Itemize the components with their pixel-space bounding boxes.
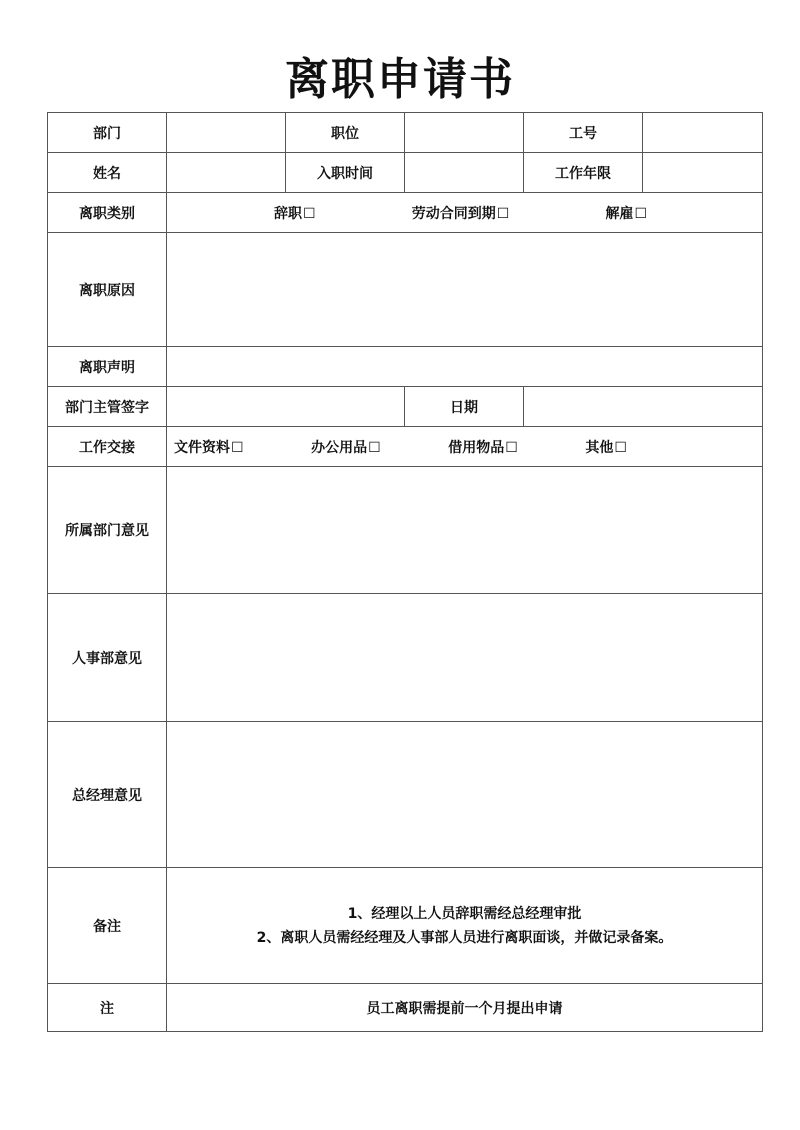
checkbox-icon[interactable]: ☐ bbox=[634, 205, 647, 222]
handover-options bbox=[167, 427, 763, 467]
resignation-form-table bbox=[47, 112, 763, 1032]
dept-opinion-label: 所属部门意见 bbox=[48, 467, 167, 594]
option-documents[interactable]: 文件资料☐ bbox=[174, 439, 244, 456]
option-resign[interactable]: 辞职☐ bbox=[274, 205, 316, 222]
form-title: 离职申请书 bbox=[285, 54, 515, 105]
hire-date-label: 入职时间 bbox=[286, 153, 405, 193]
years-of-service-field[interactable] bbox=[643, 153, 763, 193]
checkbox-icon[interactable]: ☐ bbox=[231, 439, 244, 456]
checkbox-icon[interactable]: ☐ bbox=[496, 205, 510, 222]
department-label: 部门 bbox=[48, 113, 167, 153]
resignation-reason-field[interactable] bbox=[167, 233, 763, 347]
checkbox-icon[interactable]: ☐ bbox=[614, 439, 627, 456]
department-field[interactable] bbox=[167, 113, 286, 153]
row-hr-opinion bbox=[48, 594, 763, 722]
row-note bbox=[48, 984, 763, 1032]
row-resignation-statement bbox=[48, 347, 763, 387]
remark-line: 1、经理以上人员辞职需经总经理审批 bbox=[347, 905, 582, 922]
hr-opinion-field[interactable] bbox=[167, 594, 763, 722]
option-contract-expiry[interactable]: 劳动合同到期☐ bbox=[411, 205, 510, 222]
resignation-type-options bbox=[167, 193, 763, 233]
checkbox-icon[interactable]: ☐ bbox=[303, 205, 316, 222]
option-office-supplies[interactable]: 办公用品☐ bbox=[311, 439, 381, 456]
hire-date-field[interactable] bbox=[405, 153, 524, 193]
row-department bbox=[48, 113, 763, 153]
checkbox-icon[interactable]: ☐ bbox=[505, 439, 518, 456]
option-borrowed-items[interactable]: 借用物品☐ bbox=[448, 439, 518, 456]
hr-opinion-label: 人事部意见 bbox=[48, 594, 167, 722]
remarks-label: 备注 bbox=[48, 868, 167, 984]
dept-opinion-field[interactable] bbox=[167, 467, 763, 594]
handover-label: 工作交接 bbox=[48, 427, 167, 467]
employee-id-field[interactable] bbox=[643, 113, 763, 153]
remarks-content bbox=[167, 868, 763, 984]
checkbox-icon[interactable]: ☐ bbox=[368, 439, 381, 456]
row-gm-opinion bbox=[48, 722, 763, 868]
row-dept-opinion bbox=[48, 467, 763, 594]
gm-opinion-field[interactable] bbox=[167, 722, 763, 868]
row-handover bbox=[48, 427, 763, 467]
note-text: 员工离职需提前一个月提出申请 bbox=[167, 984, 763, 1032]
row-resignation-reason bbox=[48, 233, 763, 347]
resignation-statement-label: 离职声明 bbox=[48, 347, 167, 387]
name-label: 姓名 bbox=[48, 153, 167, 193]
resignation-type-label: 离职类别 bbox=[48, 193, 167, 233]
row-resignation-type bbox=[48, 193, 763, 233]
option-other[interactable]: 其他☐ bbox=[585, 439, 627, 456]
employee-id-label: 工号 bbox=[524, 113, 643, 153]
supervisor-signature-label: 部门主管签字 bbox=[48, 387, 167, 427]
position-field[interactable] bbox=[405, 113, 524, 153]
supervisor-signature-field[interactable] bbox=[167, 387, 405, 427]
years-of-service-label: 工作年限 bbox=[524, 153, 643, 193]
gm-opinion-label: 总经理意见 bbox=[48, 722, 167, 868]
row-supervisor-signature bbox=[48, 387, 763, 427]
resignation-reason-label: 离职原因 bbox=[48, 233, 167, 347]
row-name bbox=[48, 153, 763, 193]
date-label: 日期 bbox=[405, 387, 524, 427]
name-field[interactable] bbox=[167, 153, 286, 193]
position-label: 职位 bbox=[286, 113, 405, 153]
note-label: 注 bbox=[48, 984, 167, 1032]
remark-line: 2、离职人员需经经理及人事部人员进行离职面谈，并做记录备案。 bbox=[256, 929, 673, 946]
row-remarks bbox=[48, 868, 763, 984]
option-dismissal[interactable]: 解雇☐ bbox=[605, 205, 647, 222]
date-field[interactable] bbox=[524, 387, 763, 427]
resignation-statement-field[interactable] bbox=[167, 347, 763, 387]
